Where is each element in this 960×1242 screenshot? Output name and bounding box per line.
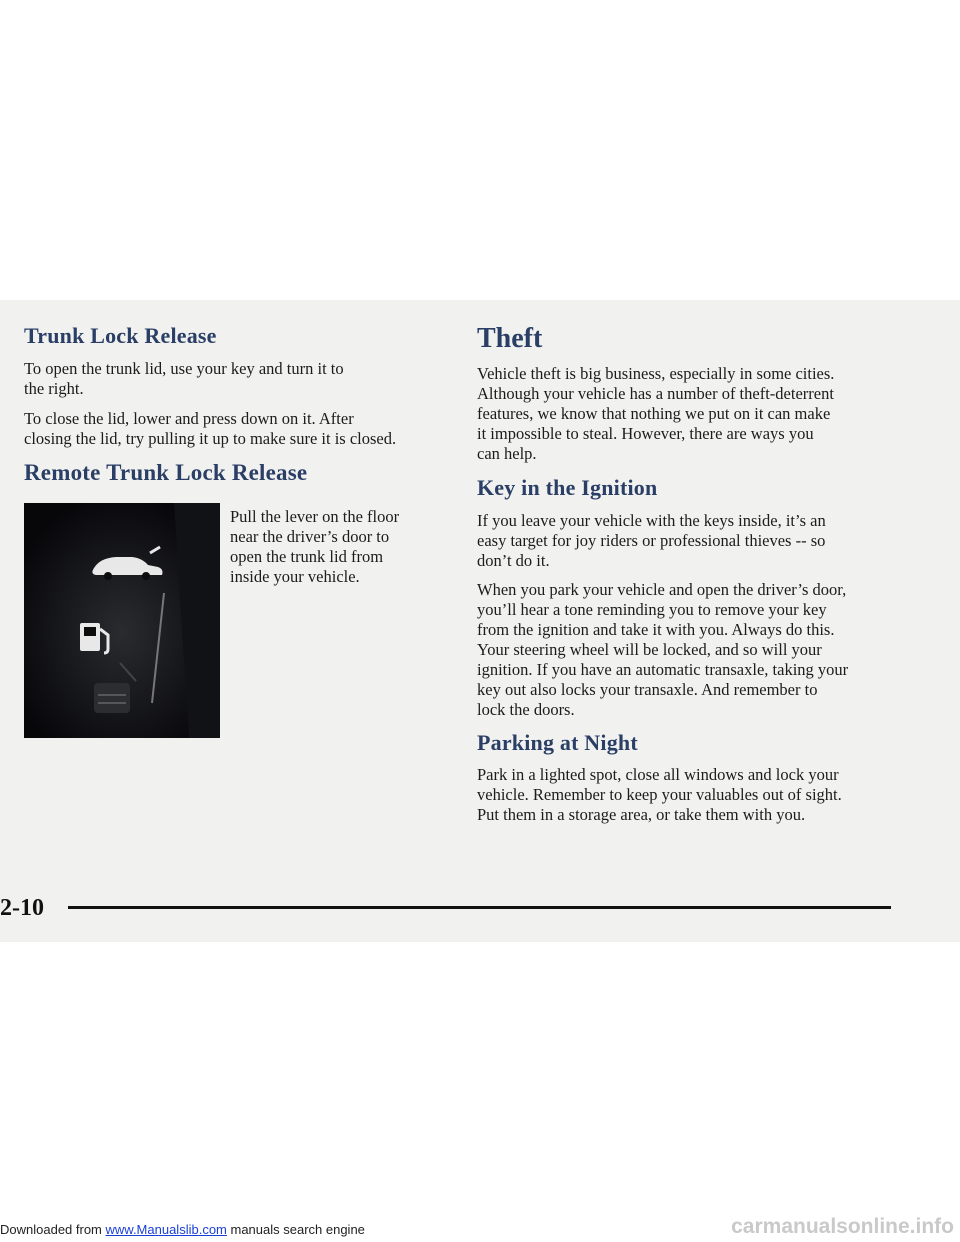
paragraph-trunk-open <box>24 359 344 399</box>
download-footer <box>0 1222 365 1237</box>
footer-rule <box>68 906 891 909</box>
text-line: Pull the lever on the floor <box>230 507 400 526</box>
text-line: the right. <box>24 379 84 398</box>
footer-suffix: manuals search engine <box>226 1222 365 1237</box>
paragraph-parking-night <box>477 765 842 825</box>
text-line: When you park your vehicle and open the driver’s door, <box>477 580 847 599</box>
text-line: To open the trunk lid, use your key and turn it to <box>24 359 344 378</box>
text-line: open the trunk lid from <box>230 547 384 566</box>
text-line: you’ll hear a tone reminding you to remove your key <box>477 600 827 619</box>
manualslib-link[interactable]: www.Manualslib.com <box>105 1222 227 1237</box>
watermark: carmanualsonline.info <box>731 1215 954 1238</box>
heading-trunk-lock-release: Trunk Lock Release <box>24 323 217 348</box>
text-line: easy target for joy riders or professional thieves -- so <box>477 531 826 550</box>
heading-key-in-ignition: Key in the Ignition <box>477 475 658 500</box>
text-line: lock the doors. <box>477 700 575 719</box>
paragraph-remote-trunk <box>230 507 399 587</box>
text-line: ignition. If you have an automatic transaxle, taking your <box>477 660 849 679</box>
heading-remote-trunk-lock-release: Remote Trunk Lock Release <box>24 460 308 485</box>
text-line: features, we know that nothing we put on it can make <box>477 404 831 423</box>
text-line: it impossible to steal. However, there are ways you <box>477 424 814 443</box>
text-line: Your steering wheel will be locked, and so will your <box>477 640 822 659</box>
text-line: don’t do it. <box>477 551 550 570</box>
text-line: Although your vehicle has a number of theft-deterrent <box>477 384 834 403</box>
text-line: Park in a lighted spot, close all windows and lock your <box>477 765 839 784</box>
trunk-release-lever-photo <box>24 503 220 738</box>
text-line: To close the lid, lower and press down on it. After <box>24 409 354 428</box>
text-line: inside your vehicle. <box>230 567 360 586</box>
photo-illustration <box>24 503 220 738</box>
text-line: can help. <box>477 444 537 463</box>
text-line: near the driver’s door to <box>230 527 390 546</box>
text-line: vehicle. Remember to keep your valuables out of sight. <box>477 785 842 804</box>
paragraph-theft <box>477 364 834 464</box>
heading-parking-at-night: Parking at Night <box>477 730 638 755</box>
page-number: 2-10 <box>0 895 44 921</box>
heading-theft: Theft <box>477 323 543 354</box>
text-line: Vehicle theft is big business, especially in some cities. <box>477 364 835 383</box>
paragraph-trunk-close <box>24 409 396 449</box>
text-line: from the ignition and take it with you. Always do this. <box>477 620 835 639</box>
text-line: Put them in a storage area, or take them with you. <box>477 805 806 824</box>
text-line: closing the lid, try pulling it up to make sure it is closed. <box>24 429 397 448</box>
footer-prefix: Downloaded from <box>0 1222 106 1237</box>
text-line: key out also locks your transaxle. And remember to <box>477 680 818 699</box>
paragraph-keys-inside <box>477 511 826 571</box>
paragraph-key-reminder <box>477 580 848 720</box>
text-line: If you leave your vehicle with the keys inside, it’s an <box>477 511 826 530</box>
